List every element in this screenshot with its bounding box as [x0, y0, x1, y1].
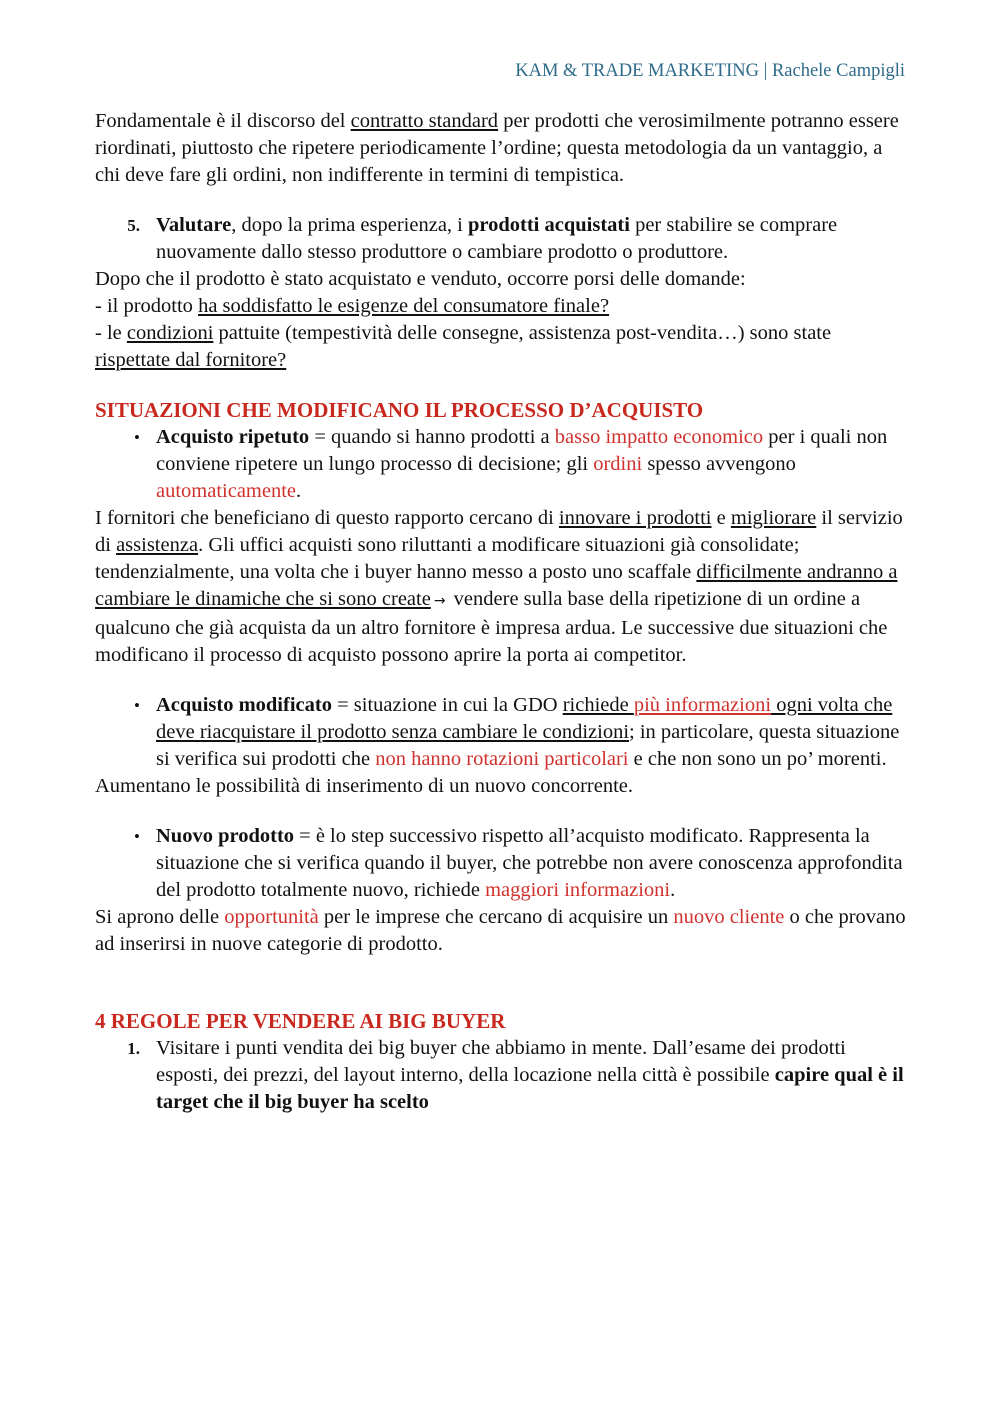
bullet-acquisto-modificato: [95, 692, 907, 773]
underlined-text: richiede: [562, 694, 634, 716]
underlined-text: migliorare: [730, 507, 817, 529]
paragraph-fornitori: [95, 505, 907, 669]
underlined-text: innovare i prodotti: [558, 507, 712, 529]
numbered-item-5: [95, 212, 907, 266]
text: e che non sono un po’ morenti.: [628, 748, 887, 770]
highlight-text: maggiori informazioni: [485, 879, 671, 901]
highlight-text: ordini: [593, 453, 643, 475]
question-line: [95, 320, 907, 374]
bold-text: Acquisto ripetuto: [156, 426, 310, 448]
bold-text: Nuovo prodotto: [156, 825, 295, 847]
highlight-text: non hanno rotazioni particolari: [375, 748, 629, 770]
text: - il prodotto: [95, 295, 199, 317]
text: . Gli uffici acquisti sono riluttanti a modificare situazioni già consolidate; tendenzialmente, una volta che i buyer hanno messo a posto uno scaffale: [95, 534, 800, 583]
highlight-text: opportunità: [224, 906, 319, 928]
text: , dopo la prima esperienza, i: [231, 214, 468, 236]
text: = quando si hanno prodotti a: [309, 426, 555, 448]
bullet-nuovo-prodotto: [95, 823, 907, 904]
text: per i quali non conviene ripetere un lungo processo di decisione; gli: [156, 426, 888, 475]
text: o che provano ad inserirsi in nuove categorie di prodotto.: [95, 906, 906, 955]
list-number: 5.: [127, 216, 140, 235]
highlight-text: automaticamente: [156, 480, 297, 502]
text: spesso avvengono: [642, 453, 796, 475]
text: per le imprese che cercano di acquisire un: [318, 906, 674, 928]
text: I fornitori che beneficiano di questo rapporto cercano di: [95, 507, 559, 529]
text: = è lo step successivo rispetto all’acquisto modificato. Rappresenta la situazione che si verifica quando il buyer, che potrebbe non avere conoscenza approfondita del prodotto totalmente nuovo, richiede: [156, 825, 903, 901]
section-heading: 4 REGOLE PER VENDERE AI BIG BUYER: [95, 1009, 506, 1033]
underlined-text: ha soddisfatto le esigenze del consumatore finale?: [198, 295, 610, 317]
bullet-marker: •: [134, 827, 140, 846]
text: e: [711, 507, 731, 529]
document-body: [95, 108, 907, 1116]
text: Si aprono delle: [95, 906, 225, 928]
arrow-icon: →: [433, 593, 446, 609]
underlined-text: contratto standard: [350, 110, 499, 132]
highlight-text: basso impatto economico: [554, 426, 764, 448]
paragraph-domande: [95, 266, 907, 293]
underlined-highlight-text: più informazioni: [633, 694, 772, 716]
text: Dopo che il prodotto è stato acquistato e venduto, occorre porsi delle domande:: [95, 268, 746, 290]
text: pattuite (tempestività delle consegne, assistenza post-vendita…) sono state: [213, 322, 832, 344]
running-header: KAM & TRADE MARKETING | Rachele Campigli: [515, 61, 905, 81]
bold-text: Acquisto modificato: [156, 694, 332, 716]
text: - le: [95, 322, 127, 344]
bold-text: Valutare: [156, 214, 232, 236]
text: il servizio di: [95, 507, 903, 556]
bullet-marker: •: [134, 428, 140, 447]
section-heading: SITUAZIONI CHE MODIFICANO IL PROCESSO D’ACQUISTO: [95, 398, 704, 422]
text: Visitare i punti vendita dei big buyer che abbiamo in mente. Dall’esame dei prodotti esposti, dei prezzi, del layout interno, della locazione nella città è possibile: [156, 1037, 846, 1086]
bullet-acquisto-ripetuto: [95, 424, 907, 505]
underlined-text: ogni volta che deve riacquistare il prodotto senza cambiare le condizioni: [156, 694, 893, 743]
underlined-text: rispettate dal fornitore?: [95, 349, 287, 371]
paragraph-opportunita: [95, 904, 907, 958]
list-number: 1.: [127, 1039, 140, 1058]
text: .: [296, 480, 302, 502]
bold-text: capire qual è il target che il big buyer ha scelto: [156, 1064, 904, 1113]
text: per prodotti che verosimilmente potranno essere riordinati, piuttosto che ripetere periodicamente l’ordine; questa metodologia da un vantaggio, a chi deve fare gli ordini, non indifferente in termini di tempistica.: [95, 110, 899, 186]
text: ; in particolare, questa situazione si verifica sui prodotti che: [156, 721, 900, 770]
bullet-marker: •: [134, 696, 140, 715]
text: = situazione in cui la GDO: [331, 694, 563, 716]
numbered-item-1: [95, 1035, 907, 1116]
highlight-text: nuovo cliente: [673, 906, 785, 928]
text: .: [670, 879, 676, 901]
text: vendere sulla base della ripetizione di un ordine a qualcuno che già acquista da un altro fornitore è impresa ardua. Le successive due situazioni che modificano il processo di acquisto possono aprire la porta ai competitor.: [95, 588, 888, 666]
paragraph-contratto-standard: [95, 108, 907, 189]
question-line: [95, 293, 907, 320]
text: per stabilire se comprare nuovamente dallo stesso produttore o cambiare prodotto o produttore.: [156, 214, 838, 263]
bold-text: prodotti acquistati: [468, 214, 630, 236]
text: Fondamentale è il discorso del: [95, 110, 351, 132]
underlined-text: condizioni: [126, 322, 214, 344]
underlined-text: difficilmente andranno a cambiare le dinamiche che si sono create: [95, 561, 898, 610]
underlined-text: assistenza: [116, 534, 199, 556]
paragraph-concorrente: Aumentano le possibilità di inserimento di un nuovo concorrente.: [95, 775, 634, 797]
